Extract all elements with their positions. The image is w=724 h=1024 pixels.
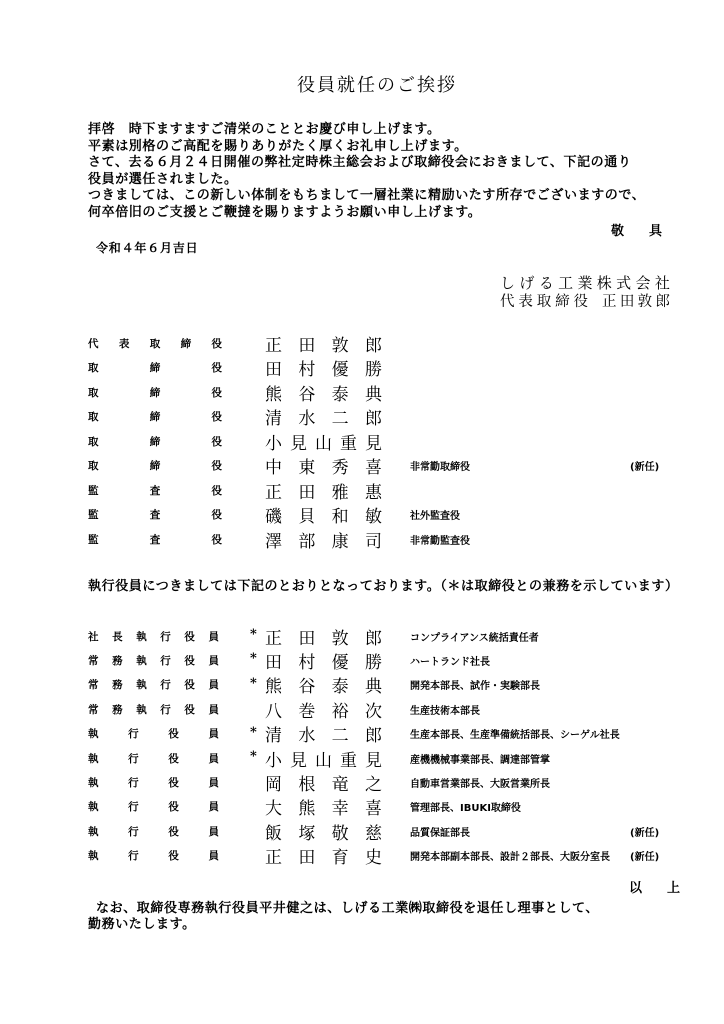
end-mark: 以 上 bbox=[629, 881, 687, 896]
director-row bbox=[0, 527, 724, 552]
glyph: 取 bbox=[536, 294, 552, 310]
glyph: 表 bbox=[118, 337, 130, 350]
glyph: 田 bbox=[265, 360, 282, 380]
glyph: 取 bbox=[149, 337, 161, 350]
glyph: 締 bbox=[180, 337, 192, 350]
glyph: 喜 bbox=[364, 799, 382, 820]
glyph: 村 bbox=[298, 652, 316, 673]
glyph: 業 bbox=[577, 274, 593, 292]
glyph: 役 bbox=[211, 386, 222, 399]
glyph: 典 bbox=[364, 677, 382, 698]
glyph: 見 bbox=[290, 750, 307, 771]
executive-role bbox=[88, 673, 219, 698]
executive-role bbox=[88, 624, 219, 649]
glyph: 締 bbox=[149, 362, 161, 374]
glyph: 役 bbox=[184, 654, 195, 667]
closing-salutation: 敬 具 bbox=[611, 224, 669, 239]
glyph: 勝 bbox=[364, 652, 382, 673]
glyph: 雅 bbox=[331, 482, 349, 503]
glyph: 正 bbox=[265, 335, 282, 356]
glyph: 監 bbox=[88, 484, 99, 497]
executive-row bbox=[0, 819, 724, 844]
director-name bbox=[265, 355, 382, 380]
glyph: 取 bbox=[88, 460, 99, 472]
document-title: 役員就任のご挨拶 bbox=[297, 75, 457, 96]
glyph: 田 bbox=[298, 335, 316, 356]
glyph: 二 bbox=[331, 726, 349, 747]
glyph: 代 bbox=[88, 337, 99, 350]
glyph: 代 bbox=[500, 294, 515, 310]
glyph: 正 bbox=[265, 628, 282, 649]
glyph: 行 bbox=[128, 728, 139, 741]
director-role bbox=[88, 429, 222, 454]
glyph: 執 bbox=[88, 728, 99, 741]
executive-role bbox=[88, 843, 219, 868]
glyph: 育 bbox=[331, 848, 349, 869]
glyph: 之 bbox=[364, 774, 382, 795]
glyph: 取 bbox=[88, 435, 99, 448]
glyph: 常 bbox=[88, 679, 99, 692]
executive-name bbox=[265, 746, 382, 771]
glyph: 査 bbox=[149, 509, 161, 521]
glyph: 田 bbox=[619, 294, 635, 310]
glyph: 見 bbox=[290, 433, 307, 454]
glyph: 常 bbox=[88, 703, 99, 716]
concurrent-director-mark: * bbox=[250, 651, 257, 667]
glyph: 締 bbox=[149, 411, 161, 423]
glyph: 株 bbox=[596, 274, 612, 292]
concurrent-director-mark: * bbox=[250, 749, 257, 765]
director-role bbox=[88, 380, 222, 405]
executive-name bbox=[265, 819, 382, 844]
glyph: 秀 bbox=[331, 458, 349, 478]
executive-role bbox=[88, 721, 219, 746]
director-name bbox=[265, 380, 382, 405]
executive-row bbox=[0, 843, 724, 868]
glyph: 員 bbox=[208, 654, 219, 667]
director-note: 非常勤取締役 bbox=[410, 462, 470, 473]
glyph: 清 bbox=[265, 409, 282, 429]
executive-note: 管理部長、IBUKI取締役 bbox=[410, 803, 521, 815]
glyph: 和 bbox=[331, 507, 349, 527]
sender-representative-name bbox=[602, 292, 670, 312]
glyph: 会 bbox=[635, 274, 651, 292]
executive-note: 生産本部長、生産準備統括部長、シーゲル社長 bbox=[410, 730, 620, 742]
glyph: 山 bbox=[315, 750, 332, 771]
concurrent-director-mark: * bbox=[250, 675, 257, 691]
glyph: 竜 bbox=[331, 774, 349, 795]
glyph: 員 bbox=[208, 850, 219, 863]
glyph: 塚 bbox=[298, 823, 316, 844]
glyph: 執 bbox=[136, 654, 147, 667]
executive-name bbox=[265, 795, 382, 820]
glyph: 員 bbox=[208, 825, 219, 838]
director-name bbox=[265, 404, 382, 429]
glyph: 締 bbox=[149, 386, 161, 399]
director-row bbox=[0, 453, 724, 478]
greeting-line: さて、去る６月２４日開催の弊社定時株主総会および取締役会におきまして、下記の通り bbox=[88, 155, 632, 171]
glyph: 巻 bbox=[298, 701, 316, 722]
director-role bbox=[88, 453, 222, 478]
glyph: 役 bbox=[168, 728, 179, 741]
glyph: 重 bbox=[340, 750, 357, 771]
glyph: 小 bbox=[265, 750, 282, 771]
executive-row bbox=[0, 795, 724, 820]
greeting-line: 平素は別格のご高配を賜りありがたく厚くお礼申し上げます。 bbox=[88, 138, 468, 154]
executive-row bbox=[0, 624, 724, 649]
glyph: 監 bbox=[88, 533, 99, 546]
director-role bbox=[88, 527, 222, 552]
glyph: 郎 bbox=[364, 409, 382, 429]
glyph: 二 bbox=[331, 409, 349, 429]
glyph: 敏 bbox=[364, 507, 382, 527]
glyph: 員 bbox=[208, 728, 219, 741]
executive-note: 自動車営業部長、大阪営業所長 bbox=[410, 778, 550, 790]
glyph: 査 bbox=[149, 533, 161, 546]
glyph: 重 bbox=[340, 433, 357, 454]
glyph: 役 bbox=[211, 460, 222, 472]
glyph: 裕 bbox=[331, 701, 349, 722]
glyph: 田 bbox=[298, 628, 316, 649]
director-row bbox=[0, 355, 724, 380]
glyph: 員 bbox=[208, 703, 219, 716]
director-name bbox=[265, 429, 382, 454]
glyph: 司 bbox=[364, 531, 382, 552]
director-row bbox=[0, 478, 724, 503]
glyph: 熊 bbox=[265, 384, 282, 405]
director-role bbox=[88, 355, 222, 380]
executive-role bbox=[88, 795, 219, 820]
glyph: 史 bbox=[364, 848, 382, 869]
executive-note: 生産技術本部長 bbox=[410, 705, 480, 717]
glyph: 正 bbox=[602, 294, 617, 310]
glyph: 中 bbox=[265, 458, 282, 478]
glyph: 谷 bbox=[298, 677, 316, 698]
glyph: 締 bbox=[149, 460, 161, 472]
glyph: 郎 bbox=[364, 628, 382, 649]
glyph: 谷 bbox=[298, 384, 316, 405]
glyph: 幸 bbox=[331, 799, 349, 820]
glyph: 執 bbox=[136, 679, 147, 692]
sender-company bbox=[500, 273, 670, 293]
concurrent-director-mark: * bbox=[250, 627, 257, 643]
glyph: 役 bbox=[168, 801, 179, 814]
director-name bbox=[265, 527, 382, 552]
glyph: 役 bbox=[211, 509, 222, 521]
glyph: 常 bbox=[88, 654, 99, 667]
glyph: 泰 bbox=[331, 677, 349, 698]
executive-row bbox=[0, 721, 724, 746]
glyph: げ bbox=[519, 274, 535, 292]
glyph: 勝 bbox=[364, 360, 382, 380]
glyph: 敦 bbox=[331, 335, 349, 356]
executive-name bbox=[265, 770, 382, 795]
glyph: し bbox=[500, 274, 516, 292]
glyph: 員 bbox=[208, 752, 219, 765]
glyph: 員 bbox=[208, 630, 219, 643]
glyph: 敦 bbox=[637, 294, 653, 310]
glyph: 役 bbox=[184, 703, 195, 716]
glyph: 優 bbox=[331, 652, 349, 673]
executive-name bbox=[265, 673, 382, 698]
glyph: 社 bbox=[654, 274, 670, 292]
glyph: 執 bbox=[136, 630, 147, 643]
letter-date: 令和４年６月吉日 bbox=[96, 241, 199, 255]
director-row bbox=[0, 331, 724, 356]
executive-note: ハートランド社長 bbox=[410, 656, 490, 668]
glyph: 典 bbox=[364, 384, 382, 405]
glyph: 山 bbox=[315, 433, 332, 454]
glyph: 員 bbox=[208, 776, 219, 789]
executive-row bbox=[0, 673, 724, 698]
glyph: 貝 bbox=[298, 507, 316, 527]
glyph: 役 bbox=[184, 630, 195, 643]
glyph: 監 bbox=[88, 509, 99, 521]
glyph: 役 bbox=[168, 850, 179, 863]
director-row bbox=[0, 380, 724, 405]
glyph: 慈 bbox=[364, 823, 382, 844]
glyph: 敦 bbox=[331, 628, 349, 649]
executive-row bbox=[0, 697, 724, 722]
glyph: 清 bbox=[265, 726, 282, 747]
glyph: 表 bbox=[518, 294, 533, 310]
glyph: 行 bbox=[128, 776, 139, 789]
executive-row bbox=[0, 770, 724, 795]
glyph: 澤 bbox=[265, 531, 282, 552]
executive-note: コンプライアンス統括責任者 bbox=[410, 632, 539, 644]
executive-name bbox=[265, 721, 382, 746]
glyph: 熊 bbox=[298, 799, 316, 820]
executive-name bbox=[265, 624, 382, 649]
executive-name bbox=[265, 697, 382, 722]
glyph: 水 bbox=[298, 726, 316, 747]
glyph: 優 bbox=[331, 360, 349, 380]
glyph: 執 bbox=[88, 776, 99, 789]
glyph: 郎 bbox=[364, 726, 382, 747]
executive-intro: 執行役員につきましては下記のとおりとなっております。（＊は取締役との兼務を示しています） bbox=[88, 578, 679, 594]
glyph: 役 bbox=[211, 362, 222, 374]
glyph: 締 bbox=[149, 435, 161, 448]
glyph: 敬 bbox=[331, 823, 349, 844]
executive-role bbox=[88, 697, 219, 722]
glyph: 行 bbox=[160, 654, 171, 667]
glyph: 見 bbox=[365, 433, 382, 454]
glyph: 見 bbox=[365, 750, 382, 771]
glyph: 郎 bbox=[364, 335, 382, 356]
glyph: 役 bbox=[168, 825, 179, 838]
glyph: 役 bbox=[211, 435, 222, 448]
glyph: 役 bbox=[184, 679, 195, 692]
greeting-line: 拝啓 時下ますますご清栄のこととお慶び申し上げます。 bbox=[88, 122, 441, 137]
glyph: る bbox=[538, 274, 554, 292]
glyph: 惠 bbox=[364, 482, 382, 503]
glyph: 役 bbox=[211, 533, 222, 546]
glyph: 水 bbox=[298, 409, 316, 429]
glyph: 務 bbox=[112, 654, 123, 667]
glyph: 執 bbox=[88, 825, 99, 838]
sender-representative-title bbox=[500, 292, 588, 312]
director-name bbox=[265, 502, 382, 527]
director-row bbox=[0, 502, 724, 527]
glyph: 東 bbox=[298, 458, 316, 478]
glyph: 田 bbox=[298, 848, 316, 869]
glyph: 次 bbox=[364, 701, 382, 722]
glyph: 執 bbox=[88, 850, 99, 863]
glyph: 取 bbox=[88, 411, 99, 423]
postscript-line: 勤務いたします。 bbox=[88, 917, 196, 933]
director-role bbox=[88, 404, 222, 429]
glyph: 長 bbox=[112, 630, 123, 643]
glyph: 行 bbox=[128, 825, 139, 838]
executive-name bbox=[265, 843, 382, 868]
glyph: 熊 bbox=[265, 677, 282, 698]
glyph: 員 bbox=[208, 801, 219, 814]
glyph: 行 bbox=[160, 679, 171, 692]
executive-role bbox=[88, 648, 219, 673]
glyph: 行 bbox=[128, 752, 139, 765]
director-role bbox=[88, 502, 222, 527]
new-appointment-badge: (新任) bbox=[630, 852, 660, 864]
executive-row bbox=[0, 648, 724, 673]
glyph: 磯 bbox=[265, 507, 282, 527]
glyph: 八 bbox=[265, 701, 282, 722]
glyph: 泰 bbox=[331, 384, 349, 405]
glyph: 根 bbox=[298, 774, 316, 795]
executive-note: 産機機械事業部長、調達部管掌 bbox=[410, 754, 550, 766]
glyph: 岡 bbox=[265, 774, 282, 795]
director-name bbox=[265, 478, 382, 503]
postscript bbox=[88, 901, 599, 934]
glyph: 正 bbox=[265, 848, 282, 869]
director-role bbox=[88, 331, 222, 356]
glyph: 田 bbox=[265, 652, 282, 673]
glyph: 取 bbox=[88, 386, 99, 399]
glyph: 式 bbox=[616, 274, 632, 292]
director-row bbox=[0, 404, 724, 429]
glyph: 執 bbox=[136, 703, 147, 716]
executive-role bbox=[88, 819, 219, 844]
glyph: 行 bbox=[128, 850, 139, 863]
glyph: 役 bbox=[168, 752, 179, 765]
new-appointment-badge: (新任) bbox=[630, 827, 660, 839]
glyph: 田 bbox=[298, 482, 316, 503]
greeting-body bbox=[88, 122, 645, 222]
executive-note: 品質保証部長 bbox=[410, 827, 470, 839]
executive-name bbox=[265, 648, 382, 673]
glyph: 行 bbox=[160, 703, 171, 716]
director-note: 社外監査役 bbox=[410, 511, 460, 522]
greeting-line: 何卒倍旧のご支援とご鞭撻を賜りますようお願い申し上げます。 bbox=[88, 204, 482, 220]
executive-note: 開発本部長、試作・実験部長 bbox=[410, 681, 540, 693]
glyph: 小 bbox=[265, 433, 282, 454]
glyph: 正 bbox=[265, 482, 282, 503]
director-name bbox=[265, 331, 382, 356]
postscript-line: なお、取締役専務執行役員平井健之は、しげる工業㈱取締役を退任し理事として、 bbox=[96, 900, 599, 916]
director-role bbox=[88, 478, 222, 503]
glyph: 郎 bbox=[655, 294, 670, 310]
glyph: 役 bbox=[211, 337, 222, 350]
glyph: 村 bbox=[298, 360, 316, 380]
glyph: 役 bbox=[573, 294, 588, 310]
glyph: 社 bbox=[88, 630, 99, 643]
director-row bbox=[0, 429, 724, 454]
glyph: 行 bbox=[128, 801, 139, 814]
executive-role bbox=[88, 746, 219, 771]
glyph: 締 bbox=[555, 294, 570, 310]
glyph: 執 bbox=[88, 801, 99, 814]
glyph: 飯 bbox=[265, 823, 282, 844]
glyph: 査 bbox=[149, 484, 161, 497]
new-appointment-badge: (新任) bbox=[630, 462, 660, 473]
director-name bbox=[265, 453, 382, 478]
glyph: 員 bbox=[208, 679, 219, 692]
executive-note: 開発本部副本部長、設計２部長、大阪分室長 bbox=[410, 852, 610, 864]
greeting-line: 役員が選任されました。 bbox=[88, 171, 238, 187]
glyph: 取 bbox=[88, 362, 99, 374]
glyph: 役 bbox=[211, 484, 222, 497]
concurrent-director-mark: * bbox=[250, 724, 257, 740]
glyph: 務 bbox=[112, 703, 123, 716]
glyph: 務 bbox=[112, 679, 123, 692]
executive-row bbox=[0, 746, 724, 771]
greeting-line: つきましては、この新しい体制をもちまして一層社業に精励いたす所存でございますので、 bbox=[88, 188, 646, 204]
glyph: 執 bbox=[88, 752, 99, 765]
glyph: 部 bbox=[298, 531, 316, 552]
glyph: 喜 bbox=[364, 458, 382, 478]
glyph: 行 bbox=[160, 630, 171, 643]
glyph: 工 bbox=[558, 274, 574, 292]
glyph: 大 bbox=[265, 799, 282, 820]
director-note: 非常勤監査役 bbox=[410, 535, 470, 547]
glyph: 康 bbox=[331, 531, 349, 552]
glyph: 役 bbox=[168, 776, 179, 789]
executive-role bbox=[88, 770, 219, 795]
glyph: 役 bbox=[211, 411, 222, 423]
